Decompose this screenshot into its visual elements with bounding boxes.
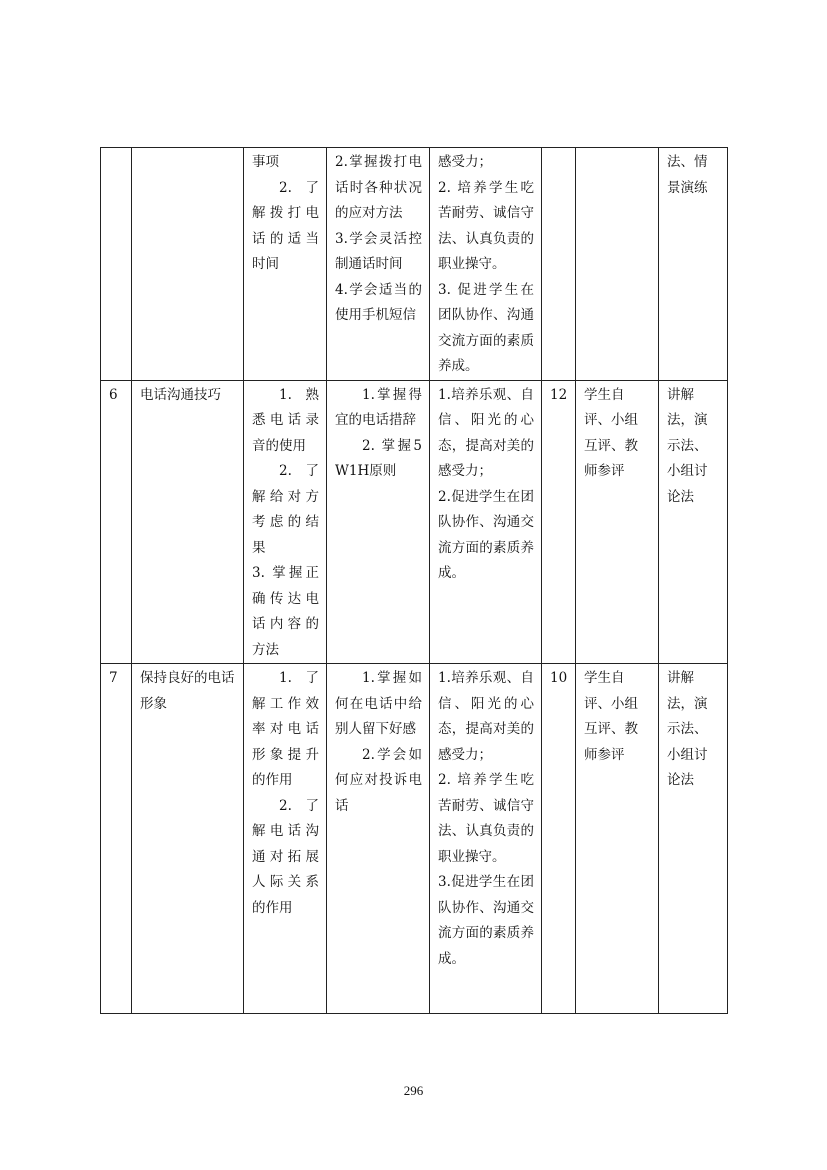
evaluation-cell: 学生自评、小组互评、教师参评 — [576, 664, 659, 1014]
row-topic — [132, 148, 244, 381]
row-number: 7 — [101, 664, 132, 1014]
quality-cell — [430, 664, 542, 1014]
page-number: 296 — [403, 1083, 424, 1098]
table-row — [101, 664, 728, 1014]
row-number — [101, 148, 132, 381]
row-number: 6 — [101, 380, 132, 664]
skills-item: 3.学会灵活控制通话时间 — [335, 230, 422, 272]
knowledge-cell — [244, 380, 327, 664]
knowledge-cell — [244, 148, 327, 381]
table-row — [101, 148, 728, 381]
evaluation-cell — [576, 148, 659, 381]
skills-cell — [327, 148, 430, 381]
skills-item: 2.学会如何应对投诉电话 — [335, 746, 422, 814]
skills-cell — [327, 380, 430, 664]
skills-item: 2. 掌握5W1H原则 — [335, 437, 422, 479]
method-cell: 讲解法，演示法、小组讨论法 — [659, 664, 728, 1014]
skills-item: 2.掌握拨打电话时各种状况的应对方法 — [335, 154, 422, 221]
knowledge-cell — [244, 664, 327, 1014]
skills-item: 1.掌握如何在电话中给别人留下好感 — [335, 670, 422, 737]
knowledge-item: 3. 掌握正确传达电话内容的方法 — [252, 565, 319, 658]
knowledge-item: 2. 了解给对方考虑的结果 — [252, 463, 319, 556]
quality-item: 2. 培养学生吃苦耐劳、诚信守法、认真负责的职业操守。 — [438, 179, 534, 272]
table-row — [101, 380, 728, 664]
quality-item: 2.促进学生在团队协作、沟通交流方面的素质养成。 — [438, 488, 534, 581]
hours-cell — [542, 148, 576, 381]
course-table — [100, 147, 728, 1014]
method-cell: 讲解法，演示法、小组讨论法 — [659, 380, 728, 664]
quality-item: 3. 促进学生在团队协作、沟通交流方面的素质养成。 — [438, 281, 534, 374]
quality-cell — [430, 380, 542, 664]
row-topic: 电话沟通技巧 — [132, 380, 244, 664]
knowledge-item: 1. 了解工作效率对电话形象提升的作用 — [252, 670, 319, 788]
quality-item: 3.促进学生在团队协作、沟通交流方面的素质养成。 — [438, 874, 534, 967]
row-topic: 保持良好的电话形象 — [132, 664, 244, 1014]
quality-item: 1.培养乐观、自信、阳光的心态，提高对美的感受力； — [438, 670, 534, 763]
quality-item: 1.培养乐观、自信、阳光的心态，提高对美的感受力； — [438, 386, 534, 479]
knowledge-item: 事项 — [252, 154, 279, 170]
quality-cell — [430, 148, 542, 381]
knowledge-item: 2. 了解拨打电话的适当时间 — [252, 179, 319, 272]
evaluation-cell: 学生自评、小组互评、教师参评 — [576, 380, 659, 664]
method-cell: 法、情景演练 — [659, 148, 728, 381]
skills-cell — [327, 664, 430, 1014]
knowledge-item: 2. 了解电话沟通对拓展人际关系的作用 — [252, 797, 319, 916]
skills-item: 4.学会适当的使用手机短信 — [335, 281, 422, 323]
quality-item: 2. 培养学生吃苦耐劳、诚信守法、认真负责的职业操守。 — [438, 772, 534, 865]
knowledge-item: 1. 熟悉电话录音的使用 — [252, 386, 319, 454]
hours-cell: 12 — [542, 380, 576, 664]
skills-item: 1.掌握得宜的电话措辞 — [335, 386, 422, 428]
hours-cell: 10 — [542, 664, 576, 1014]
quality-item: 感受力； — [438, 154, 492, 170]
